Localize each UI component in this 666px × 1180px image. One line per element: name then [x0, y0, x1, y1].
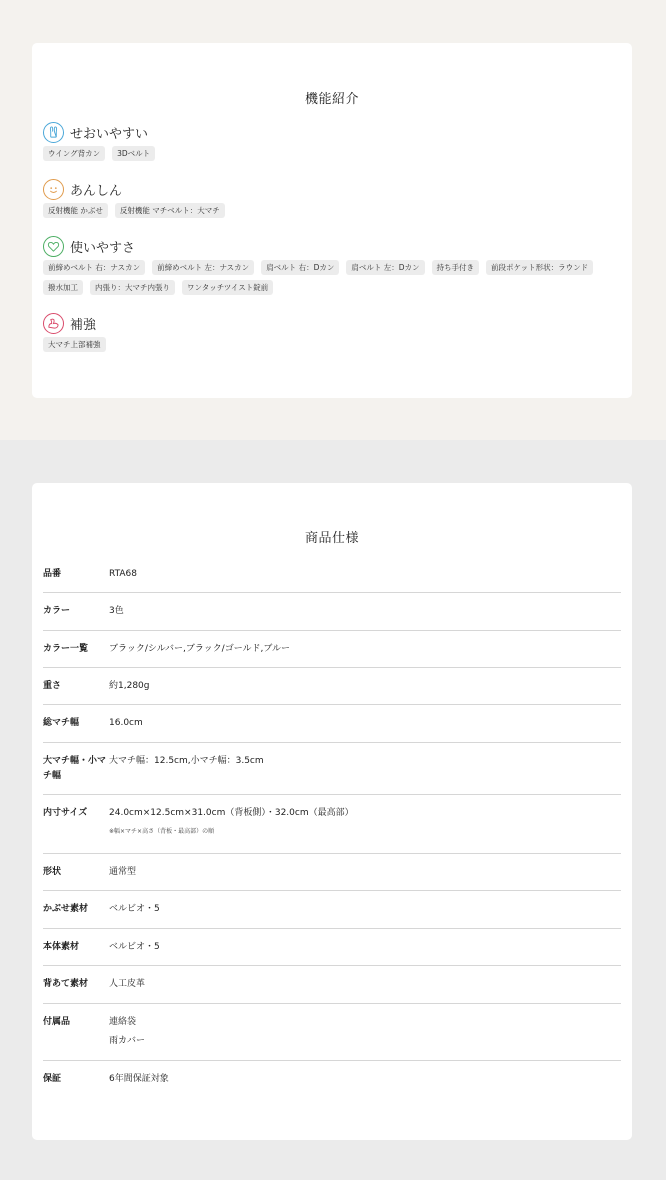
feature-tag: 大マチ上部補強 — [43, 337, 106, 352]
feature-group-usability — [43, 235, 621, 300]
feature-tag: 内張り：大マチ内張り — [90, 280, 175, 295]
spec-key: 付属品 — [43, 1017, 71, 1027]
spec-key: 本体素材 — [43, 942, 80, 952]
specs-card — [32, 483, 632, 1140]
spec-note: ※幅×マチ×高さ（背板・最高部）の順 — [109, 828, 215, 835]
spec-key: 形状 — [43, 867, 62, 877]
spec-row — [43, 556, 621, 593]
spec-row — [43, 854, 621, 891]
spec-value: 通常型 — [109, 867, 137, 877]
feature-tag: 前段ポケット形状：ラウンド — [486, 260, 593, 275]
spec-row — [43, 891, 621, 929]
spec-value: 約1,280g — [109, 681, 150, 691]
feature-tag: 3Dベルト — [112, 146, 155, 161]
spec-row — [43, 1004, 621, 1061]
spec-value: 16.0cm — [109, 718, 143, 728]
feature-label: せおいやすい — [70, 126, 149, 142]
spec-value: 人工皮革 — [109, 979, 146, 989]
specs-title: 商品仕様 — [304, 531, 359, 546]
smiley-icon — [43, 179, 64, 200]
feature-tag: 肩ベルト 右：Dカン — [261, 260, 339, 275]
spec-value: 雨カバー — [109, 1036, 146, 1046]
heart-icon — [43, 236, 64, 257]
spec-key: カラー — [43, 606, 71, 616]
feature-tag: 反射機能 マチベルト：大マチ — [115, 203, 225, 218]
spec-row — [43, 966, 621, 1004]
feature-tag: 反射機能 かぶせ — [43, 203, 108, 218]
spec-value: ベルビオ・5 — [109, 942, 160, 952]
spec-row — [43, 929, 621, 966]
spec-key: カラー一覧 — [43, 644, 89, 654]
spec-table — [43, 556, 621, 1098]
spec-key: 重さ — [43, 681, 62, 691]
feature-tags — [43, 146, 621, 166]
spec-value: 24.0cm×12.5cm×31.0cm（背板側）・32.0cm（最高部） — [109, 808, 354, 818]
spec-value: ベルビオ・5 — [109, 904, 160, 914]
feature-tag: 前締めベルト 右：ナスカン — [43, 260, 145, 275]
feature-tags — [43, 203, 621, 223]
feature-label: 補強 — [70, 317, 97, 333]
bunny-icon — [43, 122, 64, 143]
spec-value: 6年間保証対象 — [109, 1074, 169, 1084]
feature-tags — [43, 337, 621, 357]
muscle-icon — [43, 313, 64, 334]
spec-key: 内寸サイズ — [43, 808, 88, 818]
spec-value: 3色 — [109, 606, 124, 616]
features-card — [32, 43, 632, 398]
spec-row — [43, 743, 621, 795]
spec-value: RTA68 — [109, 569, 138, 579]
spec-row — [43, 705, 621, 743]
feature-label: あんしん — [70, 183, 123, 199]
spec-row — [43, 593, 621, 631]
feature-tag: 前締めベルト 左：ナスカン — [152, 260, 254, 275]
feature-group-reinforcement — [43, 312, 621, 357]
spec-key: 大マチ幅・小マチ幅 — [43, 756, 107, 781]
spec-key: かぶせ素材 — [43, 904, 89, 914]
feature-group-safety — [43, 178, 621, 223]
feature-tag: 肩ベルト 左：Dカン — [346, 260, 424, 275]
spec-value: 連絡袋 — [109, 1017, 137, 1027]
feature-tags — [43, 260, 621, 300]
spec-key: 保証 — [43, 1074, 62, 1084]
spec-key: 品番 — [43, 569, 62, 579]
spec-row — [43, 795, 621, 854]
feature-tag: ワンタッチツイスト錠前 — [182, 280, 273, 295]
feature-group-easy-to-carry — [43, 121, 621, 166]
spec-row — [43, 1061, 621, 1098]
features-title: 機能紹介 — [304, 92, 359, 107]
spec-row — [43, 668, 621, 705]
spec-value: 大マチ幅：12.5cm,小マチ幅：3.5cm — [109, 756, 264, 766]
spec-key: 総マチ幅 — [43, 718, 80, 728]
feature-tag: 持ち手付き — [432, 260, 480, 275]
feature-tag: 撥水加工 — [43, 280, 83, 295]
feature-tag: ウイング背カン — [43, 146, 105, 161]
spec-key: 背あて素材 — [43, 979, 89, 989]
spec-row — [43, 631, 621, 668]
feature-label: 使いやすさ — [70, 240, 136, 256]
spec-value: ブラック/シルバー,ブラック/ゴールド,ブルー — [109, 644, 291, 654]
